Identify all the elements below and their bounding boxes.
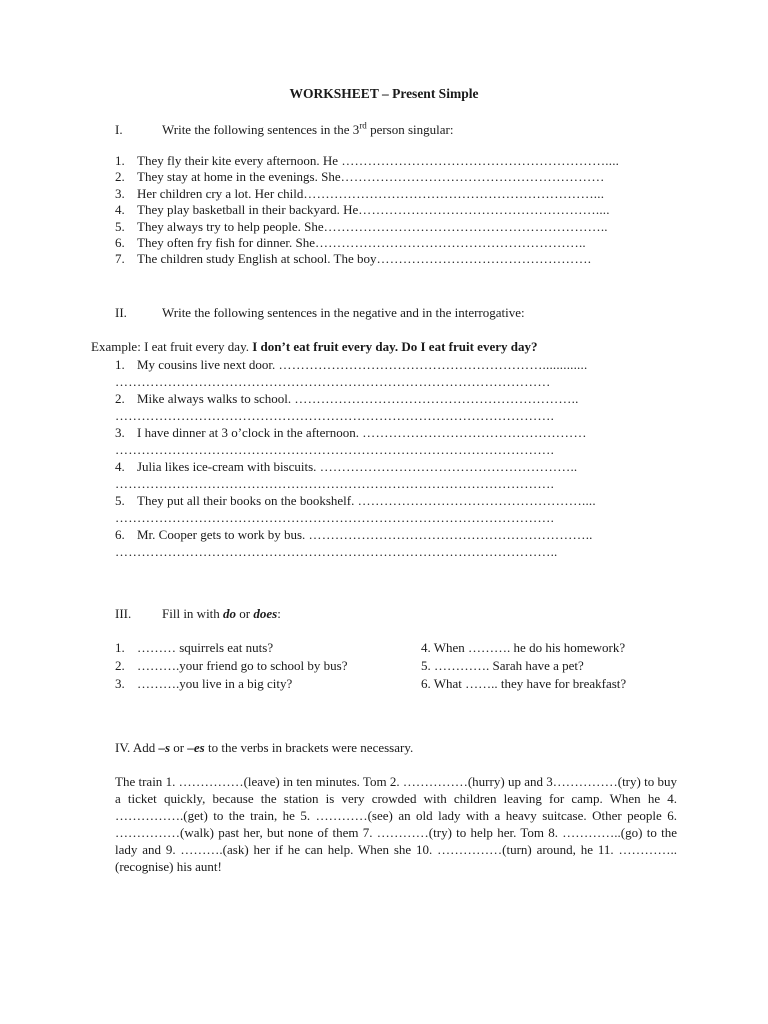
list-item — [115, 657, 348, 675]
suffix-s: –s — [158, 740, 171, 755]
item-number: 2. — [115, 658, 125, 673]
item-number: 6. — [115, 527, 125, 542]
instruction-or: or — [236, 606, 254, 621]
section-4-paragraph[interactable]: The train 1. ……………(leave) in ten minutes. Tom 2. ……………(hurry) up and 3……………(try) to buy a ticket quickly, because the station is very crowded with children leaving for camp. When he 4. …………….(get) to the train, he 5. …………(see) an old lady with a heavy suitcase. Other people 6. ……………(walk) past her, but none of them 7. …………(try) to help her. Tom 8. …………..(go) to the lady and 9. ……….(ask) her if he can help. When she 10. ……………(turn) around, he 11. …………..(recognise) his aunt! — [115, 774, 677, 874]
item-text: Julia likes ice-cream with biscuits. — [137, 459, 320, 474]
list-item — [115, 202, 619, 218]
heading-text-end: to the verbs in brackets were necessary. — [204, 740, 414, 755]
section-2-heading — [115, 305, 525, 321]
item-number: 4. — [115, 202, 125, 218]
section-3-right-column — [421, 639, 626, 693]
list-item — [115, 390, 596, 407]
item-text[interactable]: ……… squirrels eat nuts? — [137, 640, 274, 655]
item-text: They fly their kite every afternoon. He — [137, 153, 342, 168]
instruction-text: Write the following sentences in the 3 — [162, 122, 360, 138]
item-number: 5. — [115, 493, 125, 508]
item-text: They put all their books on the bookshelf. — [137, 493, 358, 508]
example-line — [91, 339, 537, 355]
item-text[interactable]: ……….you live in a big city? — [137, 676, 293, 691]
item-number: 3. — [115, 676, 125, 691]
list-item — [115, 169, 619, 185]
answer-line[interactable]: …………………………………………………….. — [314, 235, 586, 251]
list-item — [115, 526, 596, 543]
list-item — [115, 675, 348, 693]
list-item[interactable]: 5. …………. Sarah have a pet? — [421, 658, 584, 673]
answer-line[interactable]: ………………………………………………………………………………………. — [115, 476, 555, 491]
item-text: Mr. Cooper gets to work by bus. — [137, 527, 309, 542]
section-1-numeral: I. — [115, 122, 123, 138]
item-text: Mike always walks to school. — [137, 391, 295, 406]
list-item — [115, 219, 619, 235]
answer-line[interactable]: ……………………………………………………….. — [294, 391, 579, 406]
keyword-do: do — [223, 606, 237, 621]
item-number: 2. — [115, 169, 125, 185]
list-item — [115, 492, 596, 509]
item-number: 5. — [115, 218, 125, 234]
answer-line[interactable]: …………………………………………. — [376, 251, 592, 267]
instruction-end: : — [277, 606, 281, 621]
answer-line[interactable]: …………………………………………………………... — [303, 185, 605, 201]
item-number: 1. — [115, 357, 125, 372]
list-item — [115, 153, 619, 169]
item-number: 1. — [115, 640, 125, 655]
list-item[interactable]: 6. What …….. they have for breakfast? — [421, 676, 627, 691]
instruction-text-end: person singular: — [366, 122, 454, 138]
answer-line[interactable]: …………………………………………………… — [340, 169, 605, 185]
answer-line[interactable]: ……………………………………………………….. — [308, 527, 593, 542]
section-1-instruction — [162, 122, 453, 137]
section-1-list — [115, 153, 619, 268]
list-item — [115, 186, 619, 202]
item-text: They stay at home in the evenings. She — [137, 169, 341, 185]
section-2-instruction: Write the following sentences in the negative and in the interrogative: — [162, 305, 525, 320]
section-2-numeral: II. — [115, 305, 127, 320]
list-item — [115, 235, 619, 251]
instruction-superscript: rd — [359, 121, 367, 131]
section-2-list — [115, 356, 596, 560]
answer-line[interactable]: ………………………………………………………………………………………. — [115, 510, 555, 525]
list-item — [115, 639, 348, 657]
section-4-heading — [115, 740, 413, 756]
item-number: 3. — [115, 185, 125, 201]
item-text: They always try to help people. She — [137, 218, 324, 234]
list-item[interactable]: 4. When ………. he do his homework? — [421, 640, 626, 655]
section-3-heading — [115, 606, 281, 622]
item-number: 2. — [115, 391, 125, 406]
item-text: They play basketball in their backyard. He — [137, 202, 359, 218]
section-1-heading — [115, 121, 453, 138]
answer-line[interactable]: ………………………………………………………………………………………. — [115, 408, 555, 423]
item-text: Her children cry a lot. Her child — [137, 185, 304, 201]
list-item — [115, 251, 619, 267]
answer-line[interactable]: ………………………………………………….. — [319, 459, 578, 474]
answer-line[interactable]: ………………………………………………………………………………………. — [115, 442, 555, 457]
example-answer: I don’t eat fruit every day. Do I eat fruit every day? — [252, 339, 538, 354]
list-item — [115, 356, 596, 373]
item-number: 3. — [115, 425, 125, 440]
item-text: I have dinner at 3 o’clock in the afternoon. — [137, 425, 363, 440]
section-3-left-column — [115, 639, 348, 693]
example-label: Example: I eat fruit every day. — [91, 339, 253, 354]
item-number: 1. — [115, 153, 125, 168]
heading-text: IV. Add — [115, 740, 159, 755]
suffix-es: –es — [187, 740, 205, 755]
instruction-text: Fill in with — [162, 606, 224, 621]
answer-line[interactable]: ……………………………………………….... — [358, 202, 610, 218]
section-3-numeral: III. — [115, 606, 132, 621]
answer-line[interactable]: ……………………………………………………………………………………… — [115, 374, 551, 389]
answer-line[interactable]: …………………………………………………….... — [341, 153, 620, 168]
page-title: WORKSHEET – Present Simple — [289, 86, 479, 101]
item-text: My cousins live next door. — [137, 357, 279, 372]
heading-or: or — [170, 740, 188, 755]
item-text: The children study English at school. The boy — [137, 251, 377, 267]
answer-line[interactable]: ……………………………………………………............. — [278, 357, 588, 372]
item-number: 4. — [115, 459, 125, 474]
list-item — [115, 424, 596, 441]
item-number: 7. — [115, 251, 125, 267]
item-text[interactable]: ……….your friend go to school by bus? — [137, 658, 348, 673]
list-item — [115, 458, 596, 475]
answer-line[interactable]: ……………………………………………………….. — [323, 218, 608, 234]
item-text: They often fry fish for dinner. She — [137, 235, 315, 251]
answer-line[interactable]: …………………………………………… — [362, 425, 587, 440]
item-number: 6. — [115, 235, 125, 251]
answer-line[interactable]: …………………………………………….... — [357, 493, 596, 508]
answer-line[interactable]: ……………………………………………………………………………………….. — [115, 544, 558, 559]
keyword-does: does — [253, 606, 278, 621]
